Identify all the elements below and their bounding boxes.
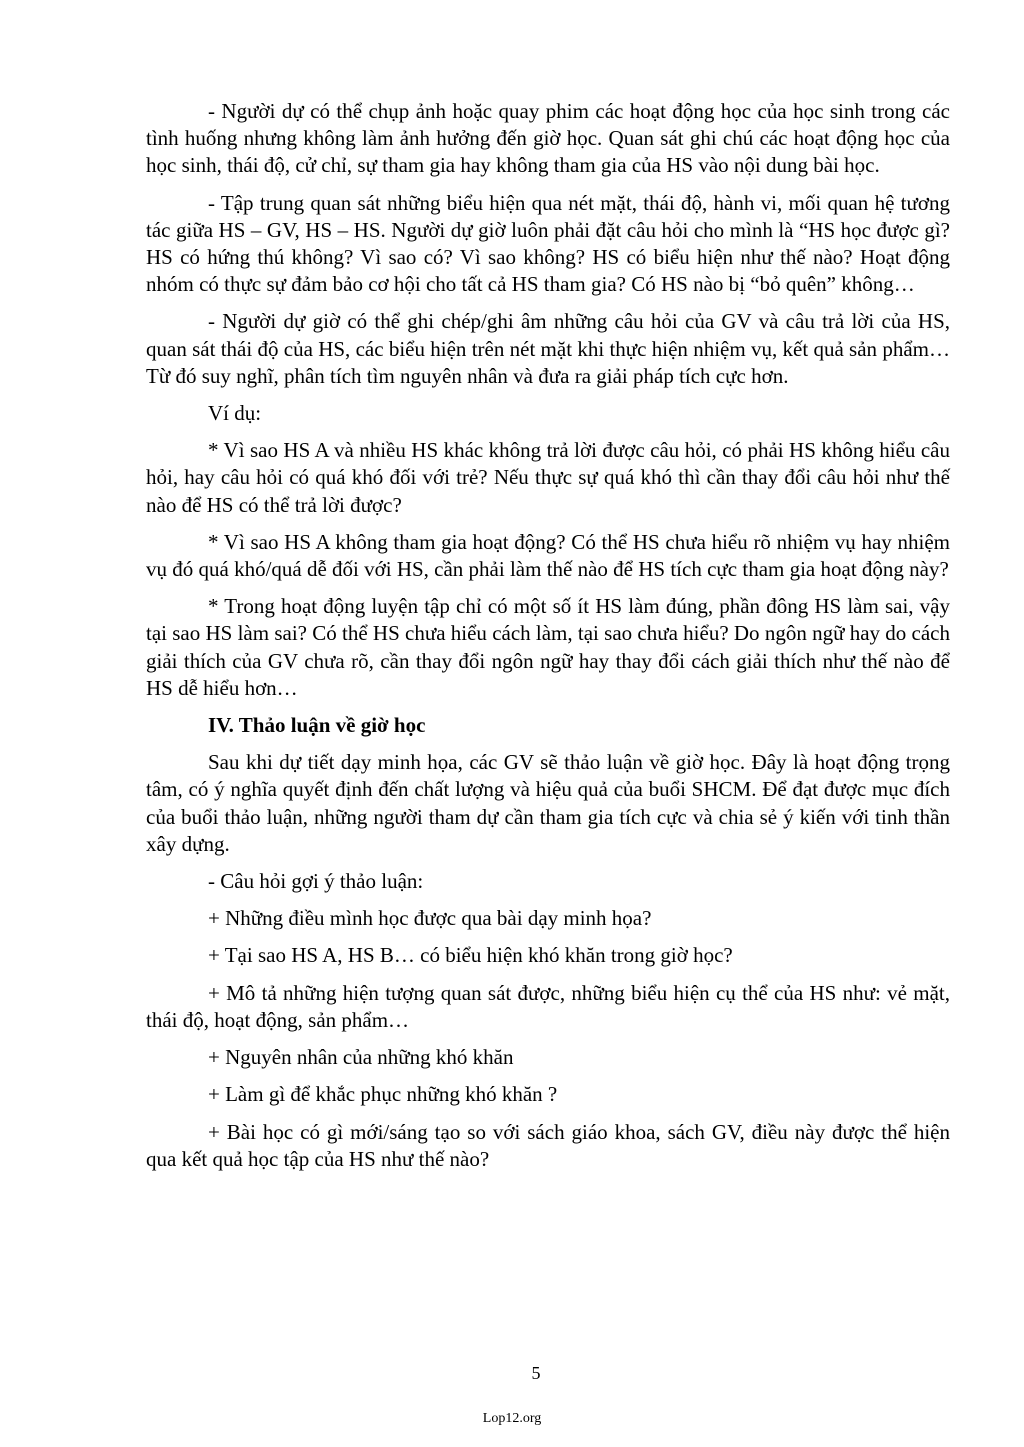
- list-item-describe: + Mô tả những hiện tượng quan sát được, những biểu hiện cụ thể của HS như: vẻ mặt, thái độ, hoạt động, sản phẩm…: [146, 980, 950, 1032]
- document-body: [146, 98, 950, 1183]
- paragraph-discussion-questions: - Câu hỏi gợi ý thảo luận:: [208, 869, 424, 894]
- list-item-learned: + Những điều mình học được qua bài dạy minh họa?: [208, 906, 652, 931]
- paragraph-discussion-intro: Sau khi dự tiết dạy minh họa, các GV sẽ thảo luận về giờ học. Đây là hoạt động trọng tâm, có ý nghĩa quyết định đến chất lượng và hiệu quả của buổi SHCM. Để đạt được mục đích của buổi thảo luận, những người tham dự cần tham gia tích cực và chia sẻ ý kiến với tinh thần xây dựng.: [146, 750, 950, 856]
- paragraph-example-label: Ví dụ:: [208, 401, 262, 426]
- paragraph-record-questions: - Người dự giờ có thể ghi chép/ghi âm những câu hỏi của GV và câu trả lời của HS, quan sát thái độ của HS, các biểu hiện trên nét mặt khi thực hiện nhiệm vụ, kết quả sản phẩm… Từ đó suy nghĩ, phân tích tìm nguyên nhân và đưa ra giải pháp tích cực hơn.: [146, 309, 950, 388]
- paragraph-example-1: * Vì sao HS A và nhiều HS khác không trả lời được câu hỏi, có phải HS không hiểu câu hỏi, hay câu hỏi có quá khó đối với trẻ? Nếu thực sự quá khó thì cần thay đổi câu hỏi như thế nào để HS có thể trả lời được?: [146, 438, 950, 517]
- list-item-new-creative: + Bài học có gì mới/sáng tạo so với sách giáo khoa, sách GV, điều này được thể hiện qua kết quả học tập của HS như thế nào?: [146, 1119, 950, 1171]
- paragraph-example-3: * Trong hoạt động luyện tập chỉ có một số ít HS làm đúng, phần đông HS làm sai, vậy tại sao HS làm sai? Có thể HS chưa hiểu cách làm, tại sao chưa hiểu? Do ngôn ngữ hay do cách giải thích của GV chưa rõ, cần thay đổi ngôn ngữ hay thay đổi cách giải thích như thế nào để HS dễ hiểu hơn…: [146, 594, 950, 700]
- list-item-causes: + Nguyên nhân của những khó khăn: [208, 1045, 514, 1070]
- paragraph-observe-expressions: - Tập trung quan sát những biểu hiện qua nét mặt, thái độ, hành vi, mối quan hệ tương tác giữa HS – GV, HS – HS. Người dự giờ luôn phải đặt câu hỏi cho mình là “HS học được gì? HS có hứng thú không? Vì sao có? Vì sao không? HS có biểu hiện như thế nào? Hoạt động nhóm có thực sự đảm bảo cơ hội cho tất cả HS tham gia? Có HS nào bị “bỏ quên” không…: [146, 190, 950, 297]
- list-item-difficulties: + Tại sao HS A, HS B… có biểu hiện khó khăn trong giờ học?: [208, 943, 733, 968]
- paragraph-observe-photo: - Người dự có thể chụp ảnh hoặc quay phim các hoạt động học của học sinh trong các tình huống nhưng không làm ảnh hưởng đến giờ học. Quan sát ghi chú các hoạt động học của học sinh, thái độ, cử chỉ, sự tham gia hay không tham gia của HS vào nội dung bài học.: [146, 99, 950, 178]
- page-number: 5: [531, 1363, 541, 1383]
- list-item-overcome: + Làm gì để khắc phục những khó khăn ?: [208, 1082, 558, 1107]
- paragraph-example-2: * Vì sao HS A không tham gia hoạt động? Có thể HS chưa hiểu rõ nhiệm vụ hay nhiệm vụ đó quá khó/quá dễ đối với HS, cần phải làm thế nào để HS tích cực tham gia hoạt động này?: [146, 529, 950, 582]
- section-heading: IV. Thảo luận về giờ học: [208, 713, 426, 738]
- footer-source: Lop12.org: [482, 1411, 542, 1426]
